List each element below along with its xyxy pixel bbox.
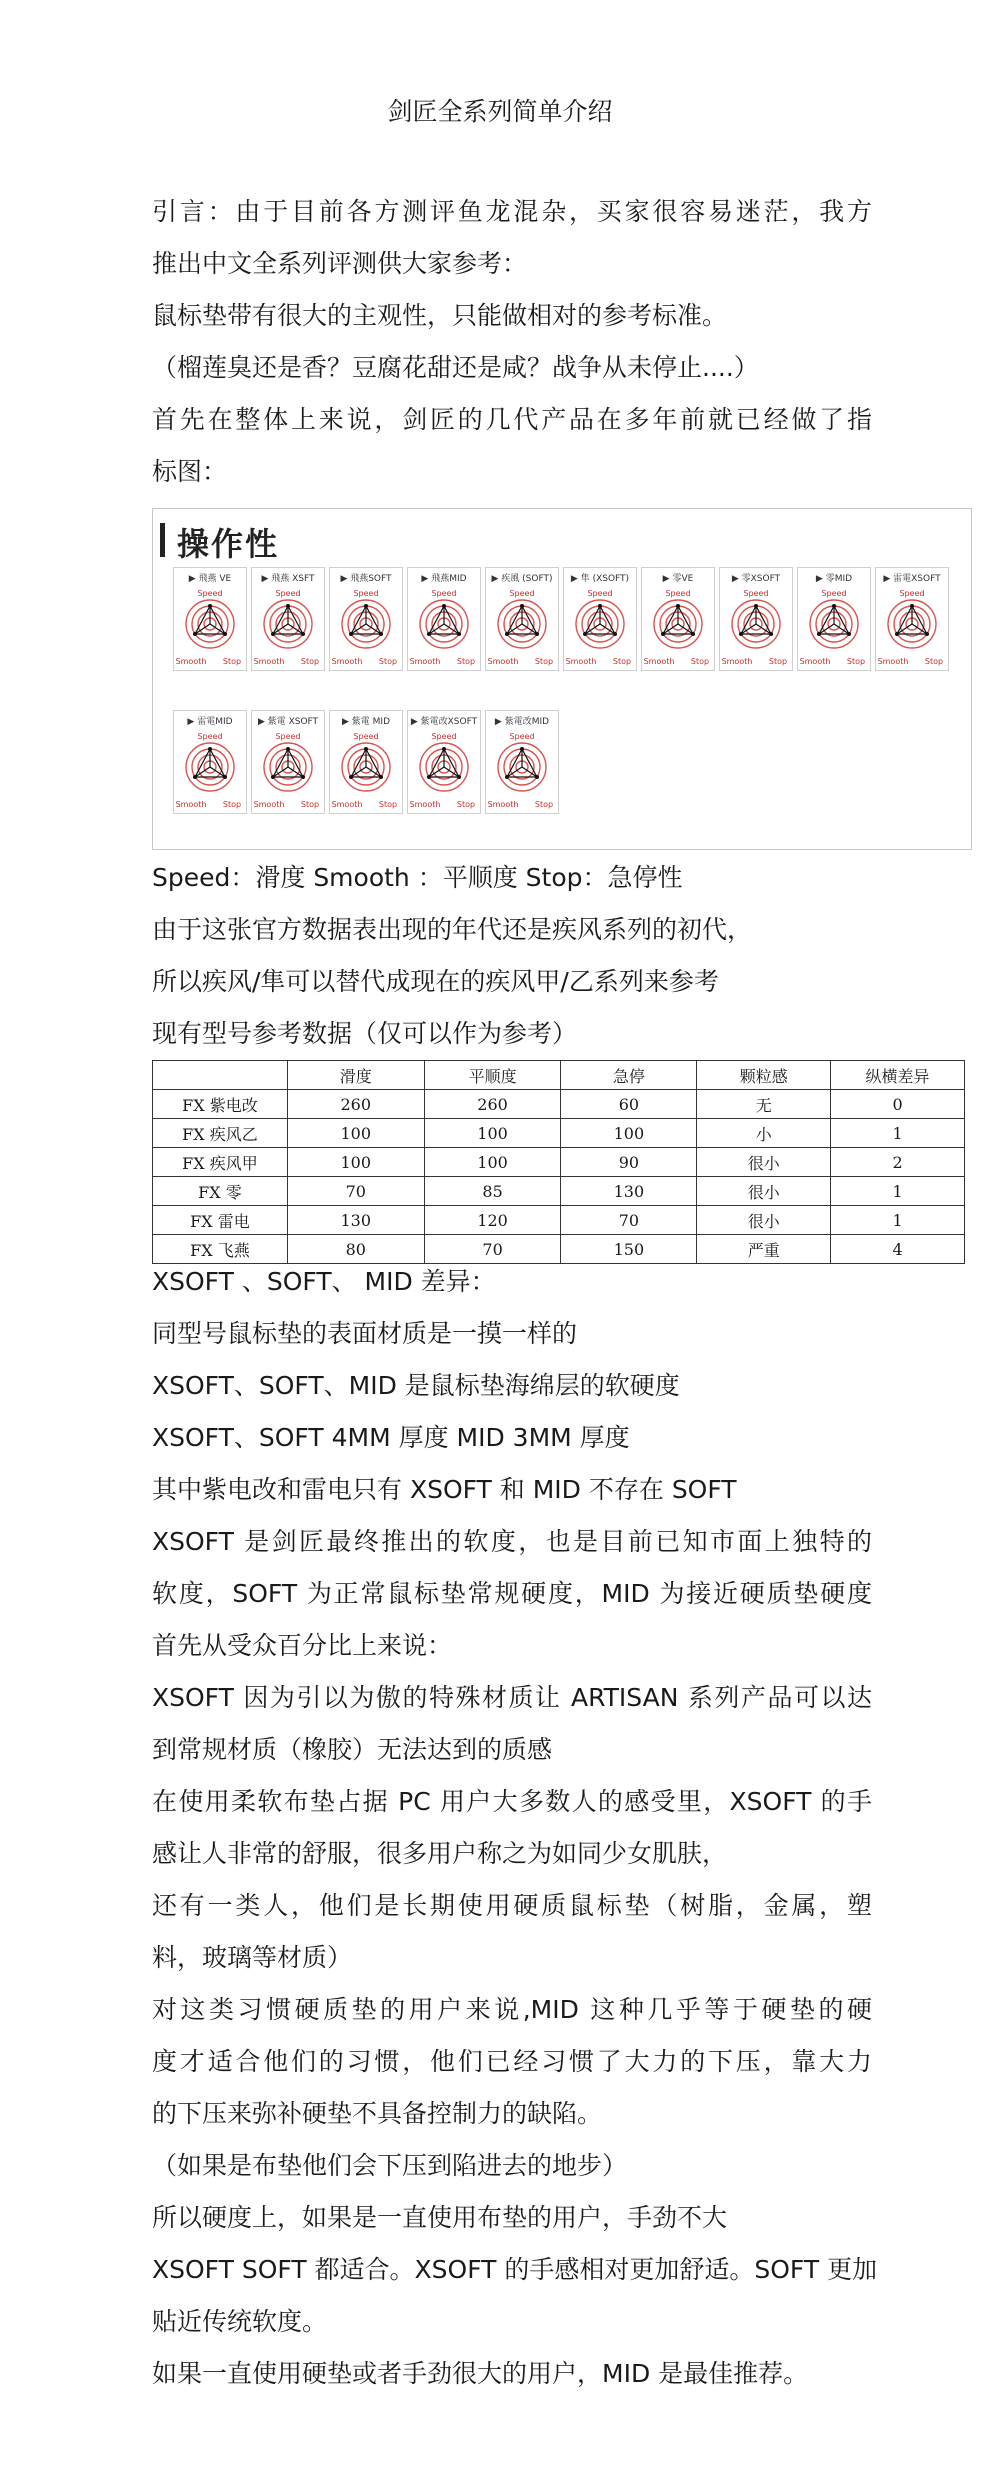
axis-label-smooth: Smooth <box>565 657 597 666</box>
axis-label-speed: Speed <box>353 589 379 598</box>
radar-card <box>251 710 325 814</box>
axis-label-speed: Speed <box>821 589 847 598</box>
body-line: 首先从受众百分比上来说： <box>152 1631 453 1660</box>
body-line: XSOFT 、SOFT、 MID 差异： <box>152 1267 496 1296</box>
radar-card <box>329 710 403 814</box>
radar-card <box>875 567 949 671</box>
table-header-cell: 滑度 <box>287 1061 424 1090</box>
axis-label-smooth: Smooth <box>175 657 207 666</box>
body-line: （如果是布垫他们会下压到陷进去的地步） <box>152 2151 628 2180</box>
radar-chart-icon <box>798 568 870 670</box>
axis-label-smooth: Smooth <box>409 800 441 809</box>
operability-chart-figure <box>152 508 972 850</box>
body-line: 在使用柔软布垫占据 PC 用户大多数人的感受里，XSOFT 的手 <box>152 1787 872 1816</box>
body-line: XSOFT 因为引以为傲的特殊材质让 ARTISAN 系列产品可以达 <box>152 1683 872 1712</box>
table-cell: 80 <box>287 1235 424 1264</box>
axis-label-speed: Speed <box>431 732 457 741</box>
table-cell: 很小 <box>697 1148 831 1177</box>
axis-label-speed: Speed <box>275 732 301 741</box>
table-cell: 100 <box>561 1119 697 1148</box>
radar-card <box>251 567 325 671</box>
axis-label-stop: Stop <box>378 657 398 666</box>
axis-label-speed: Speed <box>197 589 223 598</box>
radar-card-label: ▶ 飛燕 VE <box>188 574 232 584</box>
table-cell: 4 <box>831 1235 965 1264</box>
intro-line: 鼠标垫带有很大的主观性，只能做相对的参考标准。 <box>152 301 728 330</box>
table-cell: 严重 <box>697 1235 831 1264</box>
table-cell: 70 <box>424 1235 561 1264</box>
axis-label-stop: Stop <box>378 800 398 809</box>
table-cell: 小 <box>697 1119 831 1148</box>
table-cell: 120 <box>424 1206 561 1235</box>
table-cell: 1 <box>831 1177 965 1206</box>
table-cell: 130 <box>287 1206 424 1235</box>
table-cell: 260 <box>287 1090 424 1119</box>
axis-label-smooth: Smooth <box>331 800 363 809</box>
radar-chart-icon <box>486 711 558 813</box>
reference-data-table <box>152 1060 965 1264</box>
table-cell: 0 <box>831 1090 965 1119</box>
table-cell: 1 <box>831 1206 965 1235</box>
axis-label-speed: Speed <box>665 589 691 598</box>
intro-line: 首先在整体上来说，剑匠的几代产品在多年前就已经做了指 <box>152 405 872 434</box>
radar-chart-icon <box>330 711 402 813</box>
axis-label-smooth: Smooth <box>487 657 519 666</box>
figure-title-bar <box>160 523 165 557</box>
radar-chart-icon <box>174 568 246 670</box>
table-cell: FX 雷电 <box>153 1206 288 1235</box>
axis-label-stop: Stop <box>690 657 710 666</box>
radar-card-label: ▶ 零XSOFT <box>731 574 781 584</box>
radar-chart-icon <box>174 711 246 813</box>
body-line: XSOFT SOFT 都适合。XSOFT 的手感相对更加舒适。SOFT 更加 <box>152 2255 878 2284</box>
radar-card <box>719 567 793 671</box>
intro-paragraph <box>152 186 872 498</box>
axis-label-speed: Speed <box>197 732 223 741</box>
axis-label-smooth: Smooth <box>253 657 285 666</box>
axis-label-stop: Stop <box>534 800 554 809</box>
intro-line: 引言：由于目前各方测评鱼龙混杂，买家很容易迷茫，我方 <box>152 197 872 226</box>
axis-label-smooth: Smooth <box>643 657 675 666</box>
radar-card <box>173 567 247 671</box>
body-line: 所以硬度上，如果是一直使用布垫的用户，手劲不大 <box>152 2203 728 2232</box>
radar-card <box>407 710 481 814</box>
axis-label-smooth: Smooth <box>877 657 909 666</box>
table-cell: 85 <box>424 1177 561 1206</box>
axis-label-smooth: Smooth <box>799 657 831 666</box>
radar-chart-icon <box>876 568 948 670</box>
table-cell: 1 <box>831 1119 965 1148</box>
table-cell: 100 <box>287 1119 424 1148</box>
radar-card <box>173 710 247 814</box>
axis-label-smooth: Smooth <box>721 657 753 666</box>
radar-chart-icon <box>642 568 714 670</box>
table-row <box>153 1148 965 1177</box>
axis-label-smooth: Smooth <box>487 800 519 809</box>
radar-card-label: ▶ 紫電改XSOFT <box>410 717 478 727</box>
table-cell: 70 <box>561 1206 697 1235</box>
radar-card <box>407 567 481 671</box>
body-line: 其中紫电改和雷电只有 XSOFT 和 MID 不存在 SOFT <box>152 1475 737 1504</box>
axis-label-stop: Stop <box>534 657 554 666</box>
axis-label-speed: Speed <box>899 589 925 598</box>
figure-title: 操作性 <box>177 525 280 563</box>
axis-label-speed: Speed <box>275 589 301 598</box>
radar-card-label: ▶ 雷電MID <box>187 717 233 727</box>
table-cell: 100 <box>424 1148 561 1177</box>
axis-label-stop: Stop <box>456 800 476 809</box>
table-header-cell: 颗粒感 <box>697 1061 831 1090</box>
radar-chart-icon <box>330 568 402 670</box>
axis-label-smooth: Smooth <box>331 657 363 666</box>
radar-card <box>485 567 559 671</box>
table-header-cell <box>153 1061 288 1090</box>
body-line: 感让人非常的舒服，很多用户称之为如同少女肌肤， <box>152 1839 728 1868</box>
body-line: 对这类习惯硬质垫的用户来说,MID 这种几乎等于硬垫的硬 <box>152 1995 872 2024</box>
radar-card-label: ▶ 紫電 XSOFT <box>257 717 319 727</box>
axis-label-speed: Speed <box>509 589 535 598</box>
axis-label-smooth: Smooth <box>409 657 441 666</box>
table-row <box>153 1206 965 1235</box>
radar-card-label: ▶ 雷電XSOFT <box>883 574 941 584</box>
radar-card-label: ▶ 隼 (XSOFT) <box>570 574 630 584</box>
body-line: XSOFT、SOFT 4MM 厚度 MID 3MM 厚度 <box>152 1423 630 1452</box>
table-header-row <box>153 1061 965 1090</box>
note-line: 所以疾风/隼可以替代成现在的疾风甲/乙系列来参考 <box>152 967 719 996</box>
table-cell: 90 <box>561 1148 697 1177</box>
axis-label-stop: Stop <box>456 657 476 666</box>
table-cell: 100 <box>287 1148 424 1177</box>
table-cell: 2 <box>831 1148 965 1177</box>
figure-notes <box>152 852 872 1060</box>
table-header-cell: 急停 <box>561 1061 697 1090</box>
table-cell: FX 飞燕 <box>153 1235 288 1264</box>
radar-chart-icon <box>252 568 324 670</box>
radar-card-label: ▶ 飛燕MID <box>421 574 467 584</box>
axis-label-speed: Speed <box>587 589 613 598</box>
axis-label-stop: Stop <box>222 800 242 809</box>
table-cell: 260 <box>424 1090 561 1119</box>
axis-label-stop: Stop <box>612 657 632 666</box>
body-line: 贴近传统软度。 <box>152 2307 328 2336</box>
table-cell: FX 零 <box>153 1177 288 1206</box>
document-title: 剑匠全系列简单介绍 <box>387 97 613 126</box>
radar-chart-icon <box>252 711 324 813</box>
radar-card <box>329 567 403 671</box>
radar-card-label: ▶ 飛燕SOFT <box>340 574 392 584</box>
table-header-cell: 平顺度 <box>424 1061 561 1090</box>
radar-card <box>641 567 715 671</box>
axis-label-stop: Stop <box>768 657 788 666</box>
radar-card-label: ▶ 零MID <box>815 574 853 584</box>
radar-card-label: ▶ 零VE <box>662 574 694 584</box>
axis-label-smooth: Smooth <box>253 800 285 809</box>
radar-card <box>563 567 637 671</box>
body-line: 度才适合他们的习惯，他们已经习惯了大力的下压，靠大力 <box>152 2047 872 2076</box>
note-line: 现有型号参考数据（仅可以作为参考） <box>152 1019 578 1048</box>
body-line: XSOFT、SOFT、MID 是鼠标垫海绵层的软硬度 <box>152 1371 680 1400</box>
radar-card <box>797 567 871 671</box>
table-row <box>153 1177 965 1206</box>
table-row <box>153 1090 965 1119</box>
body-line: 还有一类人，他们是长期使用硬质鼠标垫（树脂，金属，塑 <box>152 1891 872 1920</box>
axis-label-stop: Stop <box>300 657 320 666</box>
body-line: 同型号鼠标垫的表面材质是一摸一样的 <box>152 1319 578 1348</box>
table-cell: FX 疾风乙 <box>153 1119 288 1148</box>
table-cell: FX 疾风甲 <box>153 1148 288 1177</box>
radar-card-label: ▶ 紫電 MID <box>342 717 390 727</box>
table-cell: 130 <box>561 1177 697 1206</box>
body-line: 软度，SOFT 为正常鼠标垫常规硬度，MID 为接近硬质垫硬度 <box>152 1579 872 1608</box>
axis-label-speed: Speed <box>431 589 457 598</box>
radar-chart-icon <box>408 568 480 670</box>
axis-label-stop: Stop <box>300 800 320 809</box>
note-line: Speed：滑度 Smooth ：平顺度 Stop：急停性 <box>152 863 683 892</box>
table-cell: 150 <box>561 1235 697 1264</box>
intro-line: （榴莲臭还是香？豆腐花甜还是咸？战争从未停止....） <box>152 353 759 382</box>
axis-label-stop: Stop <box>846 657 866 666</box>
axis-label-stop: Stop <box>924 657 944 666</box>
intro-line: 推出中文全系列评测供大家参考： <box>152 249 528 278</box>
body-line: 到常规材质（橡胶）无法达到的质感 <box>152 1735 553 1764</box>
table-cell: 60 <box>561 1090 697 1119</box>
note-line: 由于这张官方数据表出现的年代还是疾风系列的初代， <box>152 915 753 944</box>
axis-label-smooth: Smooth <box>175 800 207 809</box>
body-line: 如果一直使用硬垫或者手劲很大的用户，MID 是最佳推荐。 <box>152 2359 809 2388</box>
radar-chart-icon <box>408 711 480 813</box>
radar-card <box>485 710 559 814</box>
axis-label-stop: Stop <box>222 657 242 666</box>
table-cell: 无 <box>697 1090 831 1119</box>
table-header-cell: 纵横差异 <box>831 1061 965 1090</box>
radar-card-label: ▶ 飛燕 XSFT <box>261 574 315 584</box>
table-cell: FX 紫电改 <box>153 1090 288 1119</box>
body-line: 料，玻璃等材质） <box>152 1943 353 1972</box>
radar-card-label: ▶ 疾風 (SOFT) <box>491 574 553 584</box>
body-paragraphs <box>152 1256 878 2400</box>
body-line: XSOFT 是剑匠最终推出的软度，也是目前已知市面上独特的 <box>152 1527 872 1556</box>
radar-chart-icon <box>564 568 636 670</box>
table-cell: 70 <box>287 1177 424 1206</box>
axis-label-speed: Speed <box>743 589 769 598</box>
body-line: 的下压来弥补硬垫不具备控制力的缺陷。 <box>152 2099 603 2128</box>
radar-chart-icon <box>720 568 792 670</box>
radar-card-label: ▶ 紫電改MID <box>494 717 550 727</box>
axis-label-speed: Speed <box>509 732 535 741</box>
radar-chart-icon <box>486 568 558 670</box>
table-cell: 很小 <box>697 1206 831 1235</box>
axis-label-speed: Speed <box>353 732 379 741</box>
table-cell: 很小 <box>697 1177 831 1206</box>
table-cell: 100 <box>424 1119 561 1148</box>
table-row <box>153 1119 965 1148</box>
intro-line: 标图： <box>152 457 228 486</box>
